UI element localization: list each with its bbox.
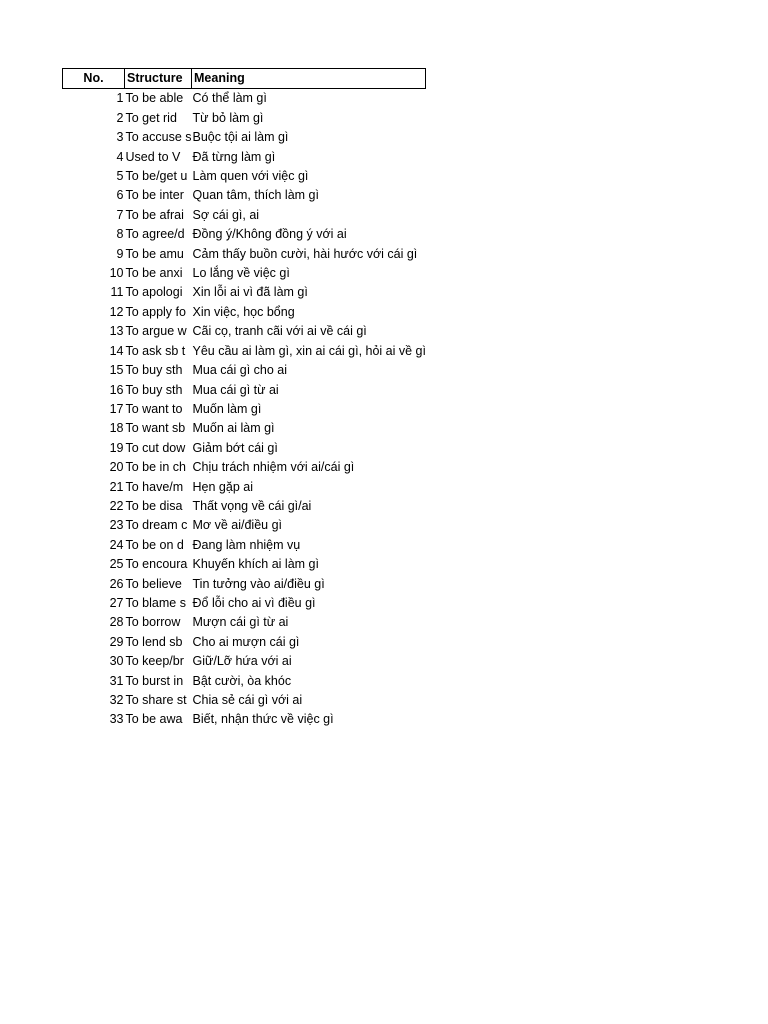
table-row [63,516,426,535]
cell-no: 12 [109,304,124,319]
table-row [63,652,426,671]
cell-meaning: Cãi cọ, tranh cãi với ai về cái gì [192,324,367,339]
cell-structure: To be inter [125,188,184,203]
cell-no: 15 [109,363,124,378]
cell-structure: To lend sb [125,634,183,649]
cell-structure: To get rid [125,110,177,125]
cell-no: 4 [116,149,124,164]
table-row [63,303,426,322]
table-row [63,691,426,710]
cell-no: 32 [109,693,124,707]
cell-structure: To want to [125,401,183,416]
cell-no: 5 [116,169,124,184]
table-row [63,419,426,438]
vocabulary-table [62,68,426,730]
cell-meaning: Chia sẻ cái gì với ai [192,693,303,707]
cell-no: 14 [109,343,124,358]
cell-structure: To be afrai [125,207,184,222]
cell-structure: To share st [125,693,187,707]
cell-no: 18 [109,421,124,436]
cell-no: 33 [109,712,124,727]
cell-structure: To keep/br [125,654,184,669]
cell-no: 3 [116,130,124,145]
table-row [63,186,426,205]
table-row [63,264,426,283]
table-row [63,594,426,613]
cell-no: 16 [109,382,124,397]
cell-structure: To be on d [125,537,184,552]
cell-no: 13 [109,324,124,339]
table-row [63,322,426,341]
cell-meaning: Mơ về ai/điều gì [192,518,283,533]
cell-no: 1 [116,91,124,106]
table-row [63,710,426,729]
cell-structure: To be amu [125,246,184,261]
cell-no: 20 [109,460,124,475]
header-row [63,69,426,89]
cell-no: 28 [109,615,124,630]
cell-meaning: Xin việc, học bổng [192,304,295,319]
cell-no: 7 [116,207,124,222]
cell-no: 30 [109,654,124,669]
table-row [63,245,426,264]
cell-no: 27 [109,595,124,610]
cell-structure: To blame s [125,595,186,610]
cell-no: 10 [109,266,124,281]
cell-structure: To dream c [125,518,188,533]
table-body [63,89,426,730]
cell-no: 6 [116,188,124,203]
cell-no: 22 [109,498,124,513]
cell-structure: To ask sb t [125,343,186,358]
cell-structure: To accuse s [125,130,192,145]
cell-meaning: Yêu cầu ai làm gì, xin ai cái gì, hỏi ai về gì [192,343,426,358]
cell-meaning: Cảm thấy buồn cười, hài hước với cái gì [192,246,418,261]
cell-meaning: Cho ai mượn cái gì [192,634,300,649]
cell-no: 8 [116,227,124,242]
cell-meaning: Làm quen với việc gì [192,169,309,184]
table-row [63,167,426,186]
table-row [63,497,426,516]
table-row [63,536,426,555]
table-row [63,283,426,302]
cell-structure: To apply fo [125,304,186,319]
cell-meaning: Lo lắng về việc gì [192,266,290,281]
table-row [63,575,426,594]
cell-meaning: Quan tâm, thích làm gì [192,188,319,203]
cell-meaning: Mượn cái gì từ ai [192,615,289,630]
cell-structure: Used to V [125,149,181,164]
cell-no: 31 [109,673,124,688]
cell-structure: To argue w [125,324,187,339]
cell-no: 21 [109,479,124,494]
table-row [63,109,426,128]
cell-meaning: Bật cười, òa khóc [192,673,292,688]
cell-meaning: Muốn làm gì [192,401,262,416]
cell-no: 26 [109,576,124,591]
header-no: No. [63,69,125,89]
cell-meaning: Khuyến khích ai làm gì [192,557,319,572]
header-meaning: Meaning [192,69,426,89]
table-row [63,148,426,167]
cell-structure: To have/m [125,479,184,494]
cell-meaning: Thất vọng về cái gì/ai [192,498,312,513]
cell-meaning: Sợ cái gì, ai [192,207,260,222]
table-row [63,458,426,477]
cell-no: 11 [110,285,124,300]
cell-meaning: Tin tưởng vào ai/điều gì [192,576,325,591]
table-row [63,361,426,380]
table-row [63,555,426,574]
cell-no: 25 [109,557,124,572]
cell-structure: To be awa [125,712,183,727]
cell-structure: To apologi [125,285,183,300]
cell-meaning: Đổ lỗi cho ai vì điều gì [192,595,316,610]
table-row [63,225,426,244]
cell-no: 23 [109,518,124,533]
cell-structure: To buy sth [125,363,183,378]
cell-no: 17 [109,401,124,416]
cell-structure: To be disa [125,498,183,513]
cell-meaning: Đồng ý/Không đồng ý với ai [192,227,347,242]
table-row [63,400,426,419]
table-row [63,89,426,109]
table-row [63,478,426,497]
cell-structure: To believe [125,576,182,591]
table-row [63,342,426,361]
cell-structure: To buy sth [125,382,183,397]
cell-meaning: Xin lỗi ai vì đã làm gì [192,285,308,300]
header-structure: Structure [125,69,192,89]
table-row [63,206,426,225]
table-row [63,381,426,400]
cell-structure: To be in ch [125,460,186,475]
cell-meaning: Giữ/Lỡ hứa với ai [192,654,292,669]
cell-meaning: Đang làm nhiệm vụ [192,537,301,552]
table-row [63,672,426,691]
table-row [63,613,426,632]
cell-meaning: Từ bỏ làm gì [192,110,264,125]
cell-no: 9 [116,246,124,261]
table-row [63,633,426,652]
cell-meaning: Muốn ai làm gì [192,421,275,436]
cell-meaning: Chịu trách nhiệm với ai/cái gì [192,460,355,475]
cell-structure: To be able [125,91,184,106]
cell-meaning: Đã từng làm gì [192,149,276,164]
table-row [63,128,426,147]
cell-structure: To agree/d [125,227,185,242]
cell-structure: To be anxi [125,266,183,281]
cell-structure: To cut dow [125,440,186,455]
cell-meaning: Biết, nhận thức về việc gì [192,712,334,727]
cell-structure: To want sb [125,421,186,436]
cell-structure: To encoura [125,557,188,572]
cell-meaning: Mua cái gì cho ai [192,363,288,378]
cell-no: 19 [109,440,124,455]
cell-no: 24 [109,537,124,552]
cell-meaning: Buộc tội ai làm gì [192,130,289,145]
cell-meaning: Giảm bớt cái gì [192,440,278,455]
cell-no: 29 [109,634,124,649]
cell-meaning: Hẹn gặp ai [192,479,253,494]
cell-structure: To borrow [125,615,181,630]
cell-structure: To be/get u [125,169,188,184]
cell-meaning: Có thể làm gì [192,91,267,106]
cell-no: 2 [116,110,124,125]
table-row [63,439,426,458]
cell-structure: To burst in [125,673,184,688]
cell-meaning: Mua cái gì từ ai [192,382,279,397]
